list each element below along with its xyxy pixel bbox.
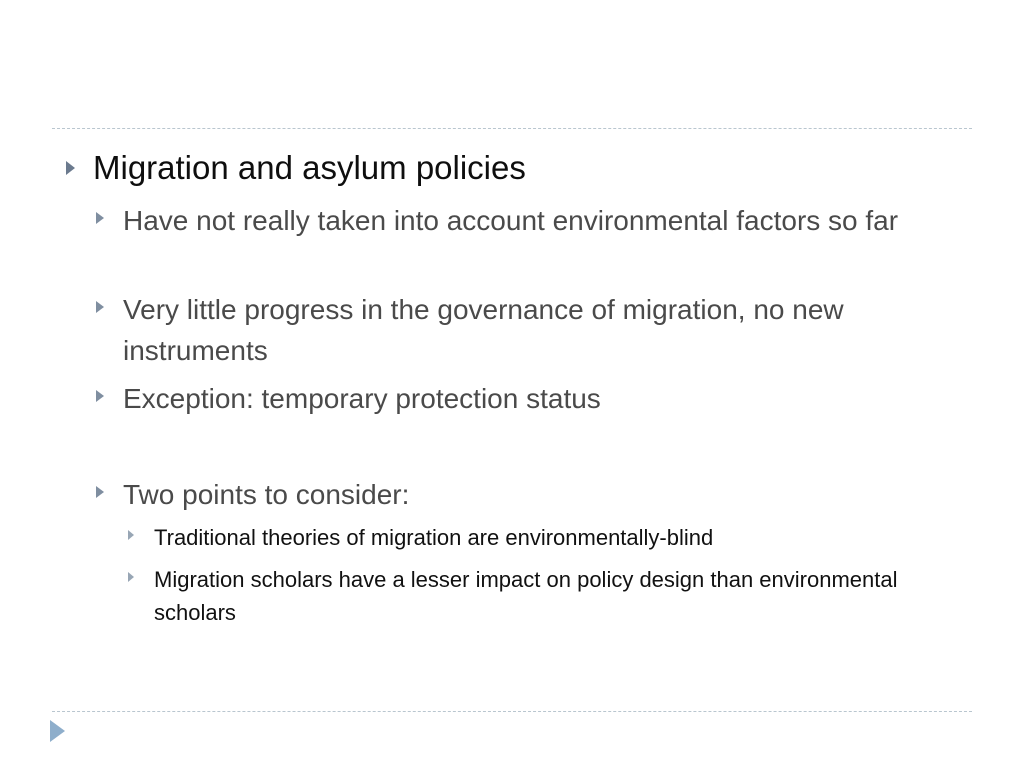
bullet-item	[66, 148, 946, 188]
triangle-right-icon	[96, 486, 104, 498]
navigation-arrow-icon[interactable]	[50, 720, 65, 742]
bullet-text: Migration scholars have a lesser impact on policy design than environmental scholars	[154, 567, 898, 625]
triangle-right-icon	[96, 301, 104, 313]
bullet-item	[96, 289, 966, 371]
bullet-text: Exception: temporary protection status	[123, 383, 601, 414]
bottom-divider	[52, 711, 972, 712]
bullet-item	[128, 521, 958, 554]
bullet-item	[96, 474, 966, 515]
bullet-item	[128, 563, 958, 629]
bullet-text: Very little progress in the governance of migration, no new instruments	[123, 294, 844, 366]
triangle-right-icon	[66, 161, 75, 175]
bullet-text: Have not really taken into account environmental factors so far	[123, 205, 899, 236]
triangle-right-icon	[96, 390, 104, 402]
bullet-item	[96, 200, 966, 282]
bullet-text: Migration and asylum policies	[93, 149, 526, 186]
bullet-item	[96, 378, 966, 419]
bullet-text: Traditional theories of migration are environmentally-blind	[154, 525, 714, 550]
triangle-right-icon	[128, 530, 134, 540]
bullet-text: Two points to consider:	[123, 479, 410, 510]
triangle-right-icon	[96, 212, 104, 224]
triangle-right-icon	[128, 572, 134, 582]
